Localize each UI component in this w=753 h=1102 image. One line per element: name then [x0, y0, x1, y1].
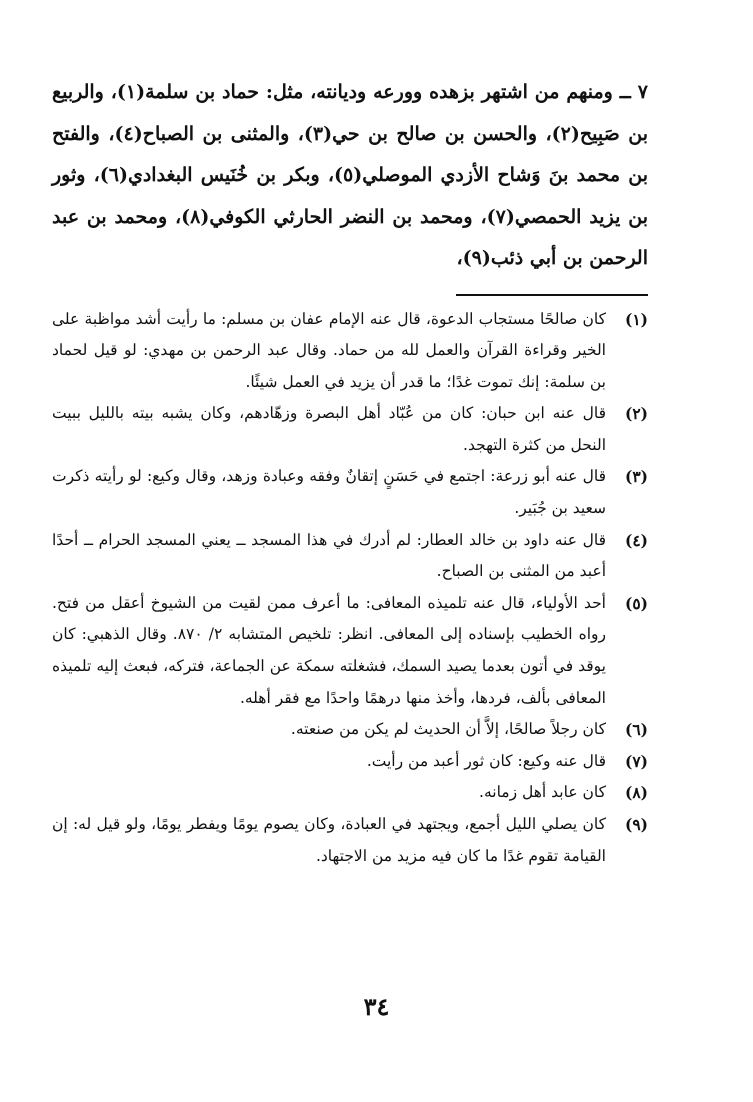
footnote-separator	[456, 294, 648, 296]
footnote-text: قال عنه داود بن خالد العطار: لم أدرك في هذا المسجد ــ يعني المسجد الحرام ــ أحدًا أعبد من المثنى بن الصباح.	[52, 530, 606, 581]
footnote-text: قال عنه ابن حبان: كان من عُبّاد أهل البصرة وزهّادهم، وكان يشبه بيته بالليل ببيت النحل من كثرة التهجد.	[52, 404, 606, 454]
footnote-text: كان صالحًا مستجاب الدعوة، قال عنه الإمام عفان بن مسلم: ما رأيت أشد مواظبة على الخير وقراءة القرآن والعمل لله من حماد. وقال عبد الرحمن بن مهدي: لو قيل لحماد بن سلمة: إنك تموت غدًا؛ ما قدر أن يزيد في العمل شيئًا.	[52, 309, 606, 391]
footnote-text: كان يصلي الليل أجمع، ويجتهد في العبادة، وكان يصوم يومًا ويفطر يومًا، ولو قيل له: إن القيامة تقوم غدًا ما كان فيه مزيد من الاجتهاد.	[52, 815, 606, 865]
footnote-number: (٥)	[624, 593, 648, 613]
footnote-number: (٧)	[624, 751, 648, 771]
footnote-9	[52, 809, 648, 872]
footnote-text: أحد الأولياء، قال عنه تلميذه المعافى: ما أعرف ممن لقيت من الشيوخ أعقل من فتح. رواه الخطيب بإسناده إلى المعافى. انظر: تلخيص المتشابه ٢/ ٨٧٠. وقال الذهبي: كان يوقد في أتون بعدما يصيد السمك، فشغلته سمكة عن الجماعة، فتركه، فبعث إليه تلميذه المعافى بألف، فردها، وأخذ منها درهمًا واحدًا مع فقر أهله.	[52, 593, 606, 707]
footnote-number: (٨)	[624, 783, 648, 803]
footnote-text: كان عابد أهل زمانه.	[479, 783, 606, 802]
footnote-number: (١)	[624, 309, 648, 329]
footnotes-section	[52, 304, 648, 873]
footnote-text: كان رجلاً صالحًا، إلاَّ أن الحديث لم يكن من صنعته.	[290, 720, 606, 739]
footnote-number: (٦)	[624, 720, 648, 740]
footnote-2	[52, 398, 648, 461]
footnote-text: قال عنه وكيع: كان ثور أعبد من رأيت.	[366, 751, 606, 770]
footnote-number: (٣)	[624, 467, 648, 487]
footnote-number: (٤)	[624, 530, 648, 550]
footnote-7	[52, 746, 648, 778]
footnote-4	[52, 525, 648, 588]
footnote-text: قال عنه أبو زرعة: اجتمع في حَسَنٍ إتقانٌ وفقه وعبادة وزهد، وقال وكيع: لو رأيته ذكرت سعيد بن جُبَير.	[52, 467, 606, 518]
footnote-8	[52, 777, 648, 809]
page-number: ٣٤	[363, 992, 390, 1021]
main-paragraph: ٧ ــ ومنهم من اشتهر بزهده وورعه وديانته، مثل: حماد بن سلمة(١)، والربيع بن صَبِيح(٢)، والحسن بن صالح بن حي(٣)، والمثنى بن الصباح(٤)، والفتح بن محمد بنَ وَشاح الأزدي الموصلي(٥)، وبكر بن خُنَيس البغدادي(٦)، وثور بن يزيد الحمصي(٧)، ومحمد بن النضر الحارثي الكوفي(٨)، ومحمد بن عبد الرحمن بن أبي ذئب(٩)،	[52, 81, 648, 269]
footnote-6	[52, 714, 648, 746]
footnote-3	[52, 461, 648, 524]
footnote-number: (٢)	[624, 404, 648, 424]
footnote-5	[52, 588, 648, 714]
book-page	[52, 72, 648, 872]
footnote-1	[52, 304, 648, 399]
footnote-number: (٩)	[624, 815, 648, 834]
